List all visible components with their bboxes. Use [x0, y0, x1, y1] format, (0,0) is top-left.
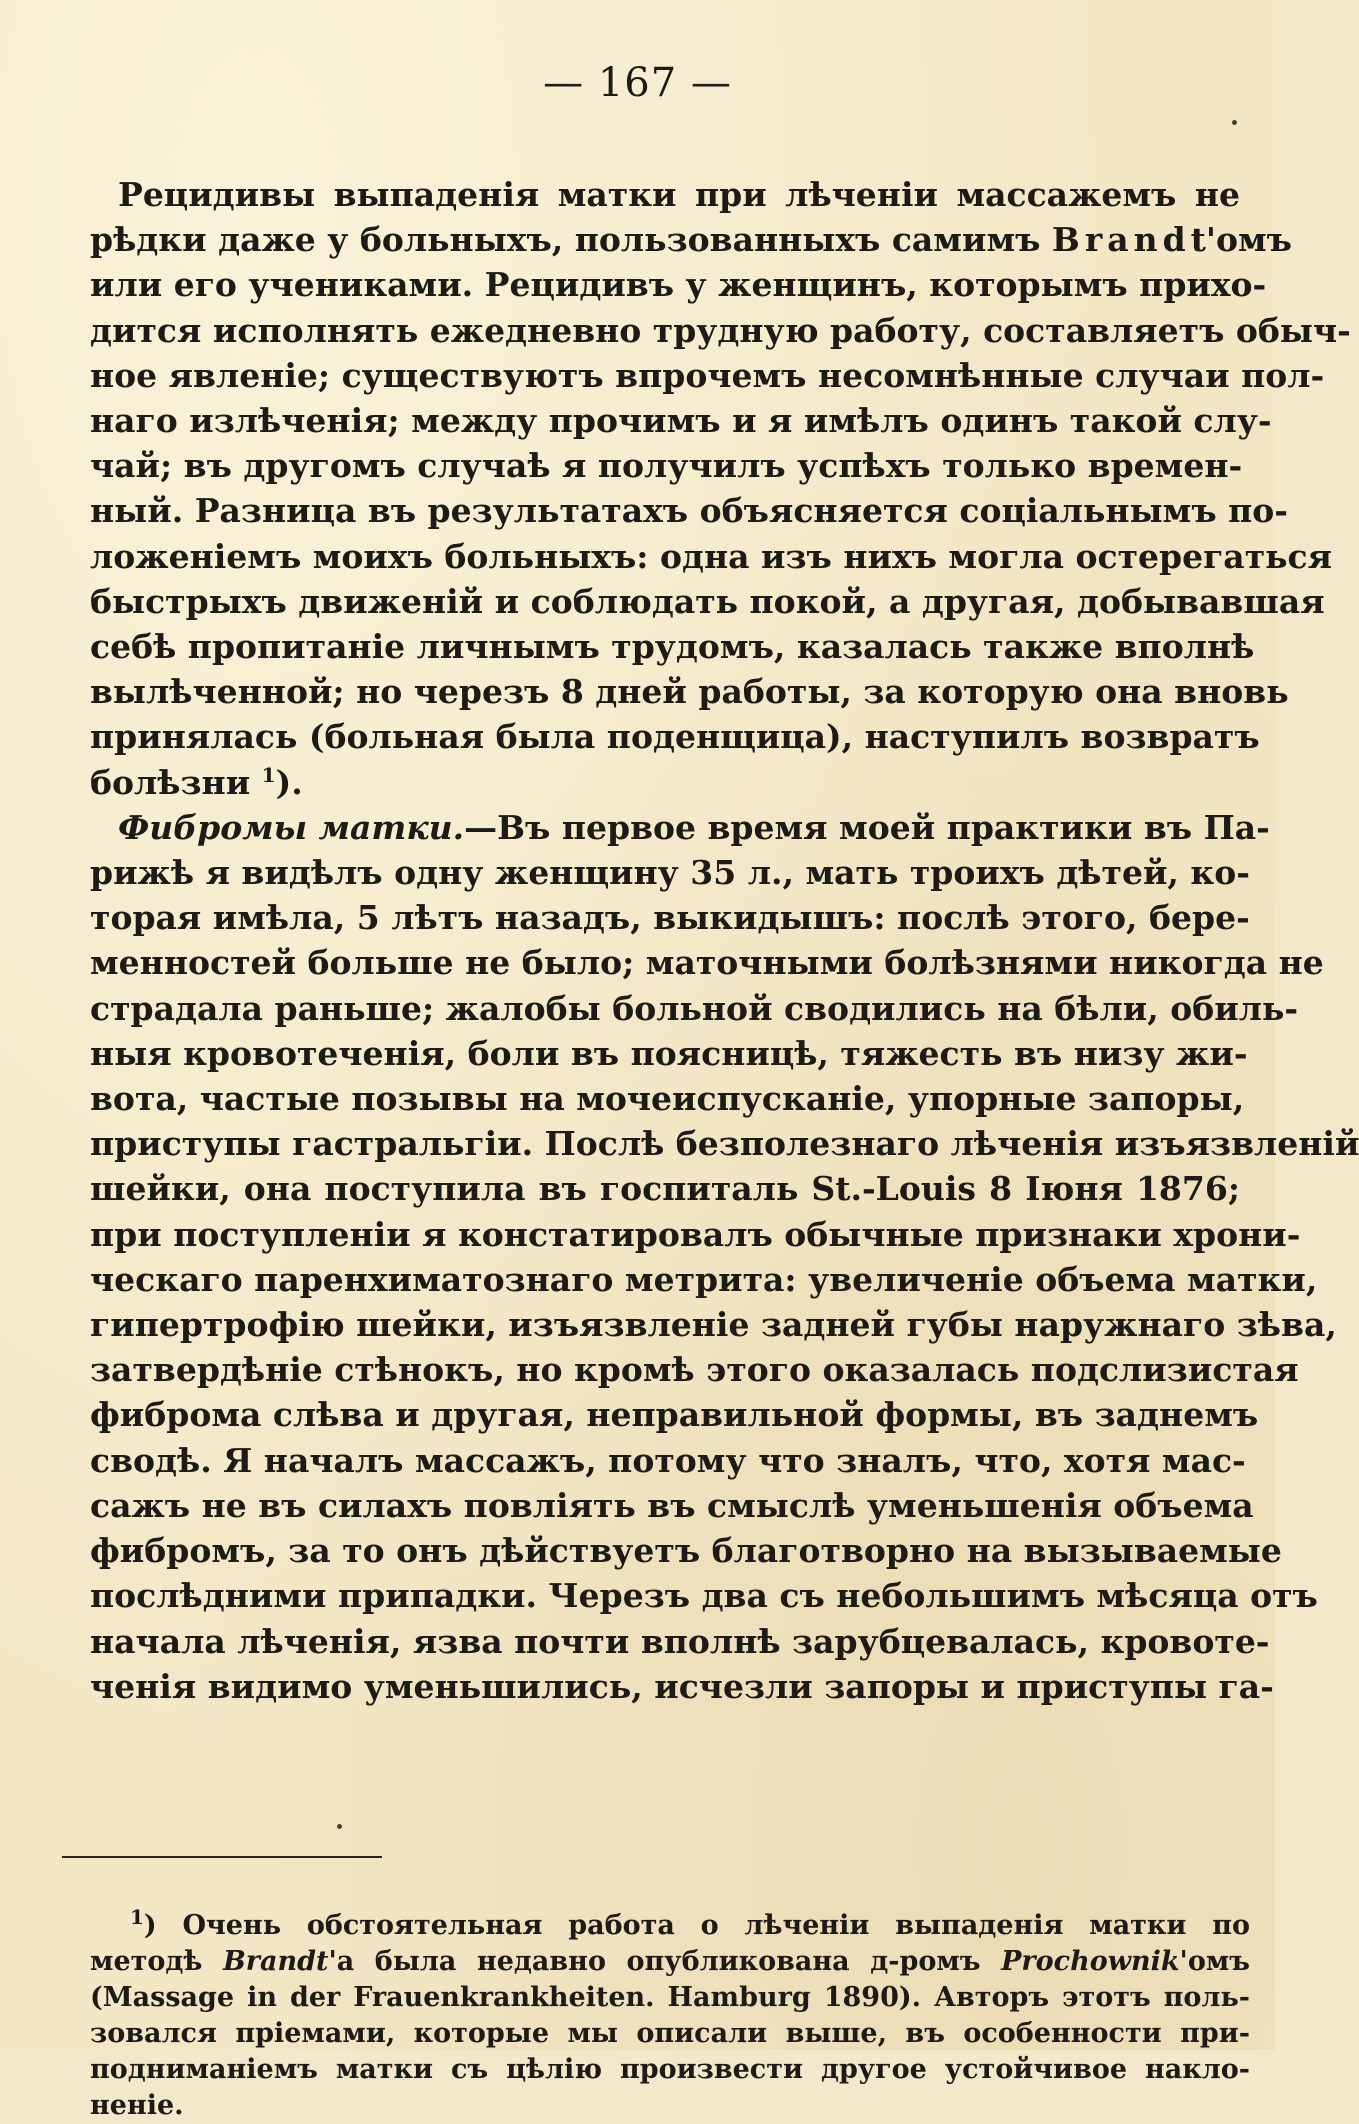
footnote-line: зовался пріемами, которые мы описали выше, въ особенности при- — [90, 2018, 1250, 2049]
author-name: Prochownik — [1001, 1946, 1180, 1977]
text-run: ). — [275, 762, 303, 802]
paragraph-fibroids-line: сажъ не въ силахъ повліять въ смыслѣ уменьшенія объема — [90, 1485, 1254, 1525]
author-name: Brandt — [222, 1946, 329, 1977]
text-run: t'омъ — [1190, 220, 1292, 260]
text-run: 'омъ — [1179, 1946, 1250, 1977]
paragraph-recurrences-line: ложеніемъ моихъ больныхъ: одна изъ нихъ могла остерегаться — [90, 536, 1333, 576]
paragraph-recurrences-line: принялась (больная была поденщица), наступилъ возвратъ — [90, 717, 1260, 757]
footnote-line: (Massage in der Frauenkrankheiten. Hamburg 1890). Авторъ этотъ поль- — [90, 1982, 1250, 2013]
paragraph-recurrences-line: ный. Разница въ результатахъ объясняется соціальнымъ по- — [90, 491, 1288, 531]
ink-speck — [1232, 120, 1237, 125]
paragraph-fibroids-line: шейки, она поступила въ госпиталь St.-Louis 8 Іюня 1876; — [90, 1169, 1240, 1209]
paragraph-fibroids-line: при поступленіи я констатировалъ обычные признаки хрони- — [90, 1214, 1301, 1254]
footnote-marker: 1 — [130, 1905, 144, 1929]
footnote-line — [90, 1905, 1250, 1944]
paragraph-recurrences-line: дится исполнять ежедневно трудную работу, составляетъ обыч- — [90, 310, 1351, 350]
paragraph-fibroids-line: рижѣ я видѣлъ одну женщину 35 л., мать троихъ дѣтей, ко- — [90, 853, 1250, 893]
paragraph-recurrences-line: чай; въ другомъ случаѣ я получилъ успѣхъ только времен- — [90, 446, 1243, 486]
footnote-line: подниманіемъ матки съ цѣлію произвести другое устойчивое накло- — [90, 2054, 1250, 2085]
paragraph-recurrences-line — [90, 217, 1292, 262]
paragraph-fibroids-line: торая имѣла, 5 лѣтъ назадъ, выкидышъ: послѣ этого, бере- — [90, 898, 1250, 938]
main-text — [90, 172, 1359, 1709]
paragraph-fibroids-line: гипертрофію шейки, изъязвленіе задней губы наружнаго зѣва, — [90, 1305, 1337, 1345]
paragraph-fibroids-line — [90, 805, 1270, 850]
page-number: — 167 — — [543, 60, 732, 106]
paragraph-recurrences-line: быстрыхъ движеній и соблюдать покой, а другая, добывавшая — [90, 581, 1325, 621]
paragraph-recurrences-line: вылѣченной; но черезъ 8 дней работы, за которую она вновь — [90, 672, 1289, 712]
paragraph-fibroids-line: приступы гастральгіи. Послѣ безполезнаго лѣченія изъязвленій — [90, 1124, 1359, 1164]
text-run: методѣ — [90, 1946, 223, 1977]
author-name: Brand — [1051, 220, 1191, 260]
footnote-reference: 1 — [261, 762, 276, 787]
text-run: ) Очень обстоятельная работа о лѣченіи выпаденія матки по — [143, 1910, 1250, 1941]
paragraph-recurrences-line — [90, 760, 1240, 805]
paragraph-fibroids-line: начала лѣченія, язва почти вполнѣ зарубцевалась, кровоте- — [90, 1621, 1270, 1661]
paragraph-fibroids-line: ческаго паренхиматознаго метрита: увеличеніе объема матки, — [90, 1259, 1318, 1299]
paragraph-fibroids-line: страдала раньше; жалобы больной сводились на бѣли, обиль- — [90, 988, 1299, 1028]
text-run: рѣдки даже у больныхъ, пользованныхъ самимъ — [90, 220, 1052, 260]
ink-speck — [337, 1824, 342, 1829]
section-heading: Фибромы матки. — [118, 807, 465, 847]
paragraph-fibroids-line: затвердѣніе стѣнокъ, но кромѣ этого оказалась подслизистая — [90, 1350, 1299, 1390]
paragraph-fibroids-line: сводѣ. Я началъ массажъ, потому что зналъ, что, хотя мас- — [90, 1440, 1246, 1480]
paragraph-fibroids-line: послѣдними припадки. Черезъ два съ небольшимъ мѣсяца отъ — [90, 1576, 1318, 1616]
footnote-separator — [62, 1856, 382, 1858]
paragraph-recurrences-line: ное явленіе; существуютъ впрочемъ несомнѣнные случаи пол- — [90, 355, 1325, 395]
text-run: —Въ первое время моей практики въ Па- — [464, 807, 1270, 847]
text-run: 'а была недавно опубликована д-ромъ — [328, 1946, 1002, 1977]
paragraph-fibroids-line: вота, частые позывы на мочеиспусканіе, упорные запоры, — [90, 1079, 1245, 1119]
paragraph-fibroids-line: фибромъ, за то онъ дѣйствуетъ благотворно на вызываемые — [90, 1531, 1282, 1571]
footnote — [90, 1905, 1250, 2124]
paragraph-fibroids-line: ныя кровотеченія, боли въ поясницѣ, тяжесть въ низу жи- — [90, 1033, 1248, 1073]
paragraph-recurrences-line: себѣ пропитаніе личнымъ трудомъ, казалась также вполнѣ — [90, 627, 1255, 667]
footnote-line: неніе. — [90, 2090, 184, 2121]
paragraph-fibroids-line: фиброма слѣва и другая, неправильной формы, въ заднемъ — [90, 1395, 1259, 1435]
paragraph-fibroids-line: ченія видимо уменьшились, исчезли запоры и приступы га- — [90, 1666, 1274, 1706]
footnote-line — [90, 1944, 1250, 1980]
paragraph-fibroids-line: менностей больше не было; маточными болѣзнями никогда не — [90, 943, 1324, 983]
paragraph-recurrences-line: Рецидивы выпаденія матки при лѣченіи массажемъ не — [118, 175, 1240, 214]
paragraph-recurrences-line: или его учениками. Рецидивъ у женщинъ, которымъ прихо- — [90, 265, 1267, 305]
text-run: болѣзни — [90, 762, 262, 802]
paragraph-recurrences-line: наго излѣченія; между прочимъ и я имѣлъ одинъ такой слу- — [90, 401, 1272, 441]
